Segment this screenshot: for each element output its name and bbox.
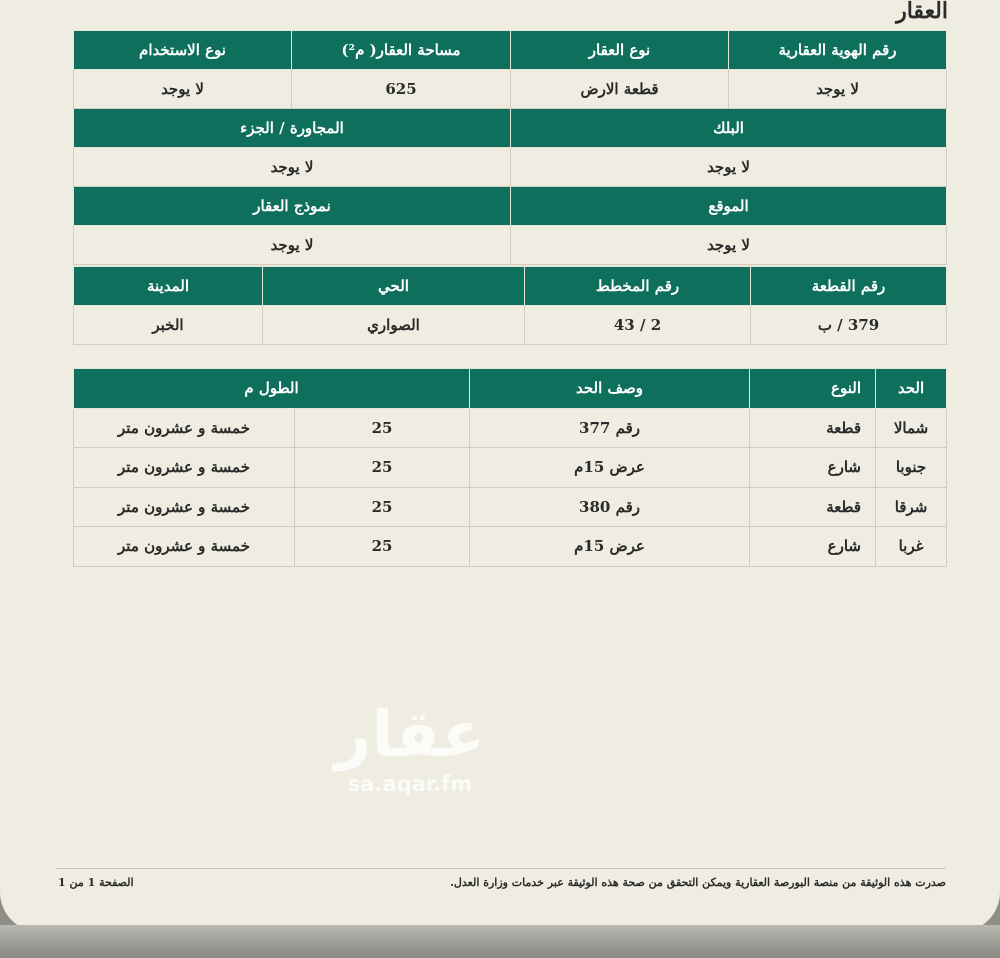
table-cell: لا يوجد <box>74 148 511 187</box>
table-row <box>74 448 947 488</box>
table-row <box>74 527 947 567</box>
table-cell: خمسة و عشرون متر <box>74 527 295 567</box>
table-cell: 25 <box>295 527 470 567</box>
table-cell: شارع <box>750 448 876 488</box>
footer-note: صدرت هذه الوثيقة من منصة البورصة العقارية ويمكن التحقق من صحة هذه الوثيقة عبر خدمات وزارة العدل. <box>450 876 946 889</box>
table-header-row <box>74 109 947 148</box>
header-cell: نوع الاستخدام <box>74 31 292 70</box>
header-cell: الطول م <box>74 369 470 409</box>
table-row <box>74 487 947 527</box>
plot-info-table <box>73 266 947 345</box>
header-cell: نموذج العقار <box>74 187 511 226</box>
table-cell: شرقا <box>876 487 947 527</box>
table-cell: شمالا <box>876 408 947 448</box>
table-cell: 625 <box>292 70 511 109</box>
watermark <box>330 700 490 796</box>
table-cell: عرض 15م <box>470 527 750 567</box>
table-cell: لا يوجد <box>74 226 511 265</box>
header-cell: رقم القطعة <box>751 267 947 306</box>
boundaries-table <box>73 368 947 567</box>
table-cell: شارع <box>750 527 876 567</box>
header-cell: البلك <box>511 109 947 148</box>
table-cell: قطعة <box>750 487 876 527</box>
table-cell: 25 <box>295 448 470 488</box>
table-row <box>74 306 947 345</box>
table-cell: غربا <box>876 527 947 567</box>
header-cell: النوع <box>750 369 876 409</box>
table-cell: لا يوجد <box>511 226 947 265</box>
table-cell: لا يوجد <box>74 70 292 109</box>
header-cell: مساحة العقار( م²) <box>292 31 511 70</box>
header-cell: رقم الهوية العقارية <box>729 31 947 70</box>
header-cell: نوع العقار <box>511 31 729 70</box>
header-cell: المدينة <box>74 267 263 306</box>
table-cell: الصواري <box>263 306 525 345</box>
section-title: العقار <box>896 0 948 24</box>
property-info-table <box>73 30 947 265</box>
header-cell: وصف الحد <box>470 369 750 409</box>
table-cell: خمسة و عشرون متر <box>74 487 295 527</box>
table-cell: خمسة و عشرون متر <box>74 448 295 488</box>
table-row <box>74 148 947 187</box>
table-header-row <box>74 267 947 306</box>
table-header-row <box>74 369 947 409</box>
background-strip <box>0 925 1000 958</box>
header-cell: الموقع <box>511 187 947 226</box>
table-cell: خمسة و عشرون متر <box>74 408 295 448</box>
header-cell: المجاورة / الجزء <box>74 109 511 148</box>
table-cell: 25 <box>295 408 470 448</box>
table-cell: قطعة الارض <box>511 70 729 109</box>
table-row <box>74 408 947 448</box>
table-cell: 379 / ب <box>751 306 947 345</box>
table-cell: 25 <box>295 487 470 527</box>
table-row <box>74 226 947 265</box>
page-number: الصفحة 1 من 1 <box>58 876 134 889</box>
footer-divider <box>56 868 946 869</box>
table-cell: لا يوجد <box>729 70 947 109</box>
header-cell: رقم المخطط <box>525 267 751 306</box>
header-cell: الحد <box>876 369 947 409</box>
table-cell: عرض 15م <box>470 448 750 488</box>
table-cell: جنوبا <box>876 448 947 488</box>
header-cell: الحي <box>263 267 525 306</box>
watermark-logo: عقار <box>334 698 486 772</box>
watermark-url: sa.aqar.fm <box>347 772 473 796</box>
table-cell: رقم 377 <box>470 408 750 448</box>
table-header-row <box>74 31 947 70</box>
table-row <box>74 70 947 109</box>
table-cell: لا يوجد <box>511 148 947 187</box>
table-cell: 2 / 43 <box>525 306 751 345</box>
table-cell: الخبر <box>74 306 263 345</box>
table-cell: قطعة <box>750 408 876 448</box>
table-header-row <box>74 187 947 226</box>
table-cell: رقم 380 <box>470 487 750 527</box>
